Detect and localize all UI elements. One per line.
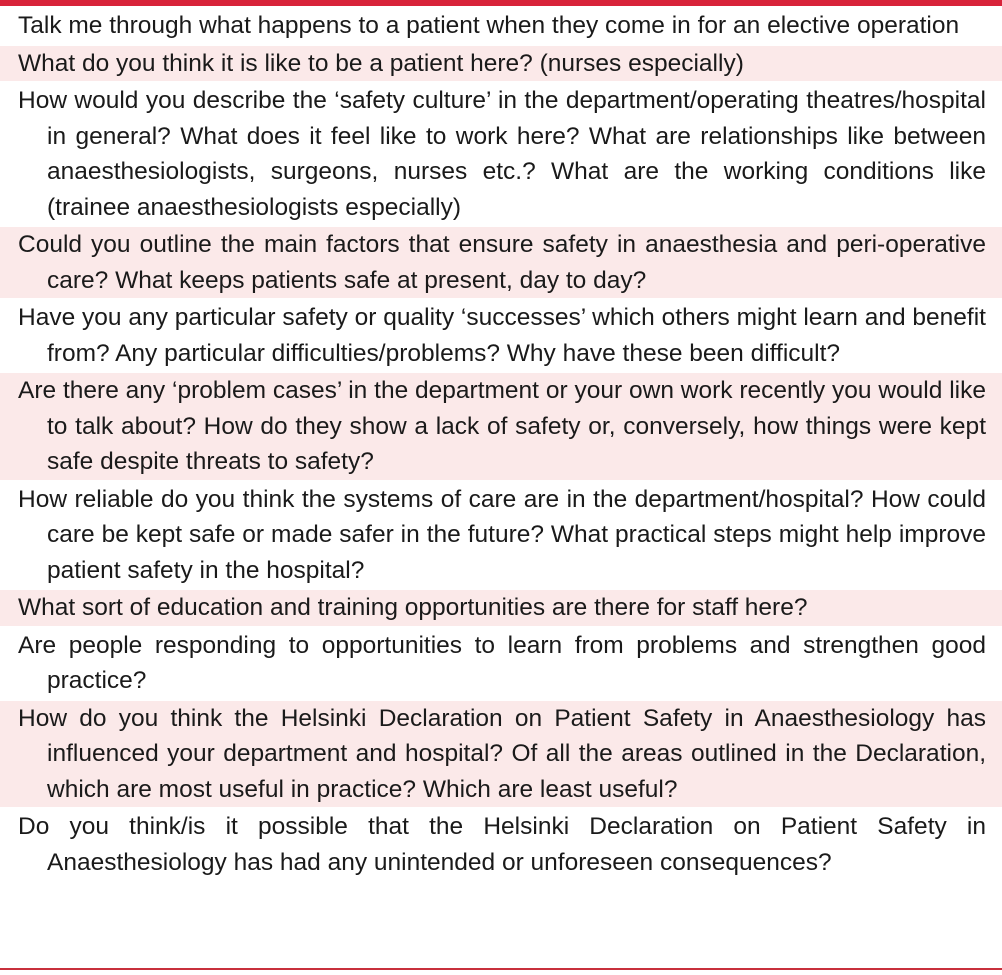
table-row: Are people responding to opportunities to learn from problems and strengthen good practice?: [18, 631, 986, 694]
table-row: Could you outline the main factors that ensure safety in anaesthesia and peri-operative care? What keeps patients safe at present, day to day?: [0, 227, 1002, 298]
table-row: What do you think it is like to be a patient here? (nurses especially): [0, 46, 1002, 82]
table-row: How reliable do you think the systems of care are in the department/hospital? How could care be kept safe or made safer in the future? What practical steps might help improve patient safety in the hospital?: [18, 485, 986, 584]
table-top-rule: [0, 0, 1002, 6]
table-row: How would you describe the ‘safety culture’ in the department/operating theatres/hospital in general? What does it feel like to work here? What are relationships like between anaesthesiologists, surgeons, nurses etc.? What are the working conditions like (trainee anaesthesiologists especially): [18, 87, 986, 221]
table-row: Are there any ‘problem cases’ in the department or your own work recently you would like to talk about? How do they show a lack of safety or, conversely, how things were kept safe despite threats to safety?: [0, 373, 1002, 480]
table-row: What sort of education and training opportunities are there for staff here?: [0, 590, 1002, 626]
interview-questions-table: [0, 8, 1002, 880]
table-row: Talk me through what happens to a patient when they come in for an elective operation: [18, 12, 960, 39]
table-bottom-rule: [0, 968, 1002, 970]
table-row: Do you think/is it possible that the Helsinki Declaration on Patient Safety in Anaesthesiology has had any unintended or unforeseen consequences?: [18, 813, 986, 876]
table-row: How do you think the Helsinki Declaration on Patient Safety in Anaesthesiology has influenced your department and hospital? Of all the areas outlined in the Declaration, which are most useful in practice? Which are least useful?: [0, 701, 1002, 808]
table-row: Have you any particular safety or quality ‘successes’ which others might learn and benefit from? Any particular difficulties/problems? Why have these been difficult?: [18, 304, 986, 367]
